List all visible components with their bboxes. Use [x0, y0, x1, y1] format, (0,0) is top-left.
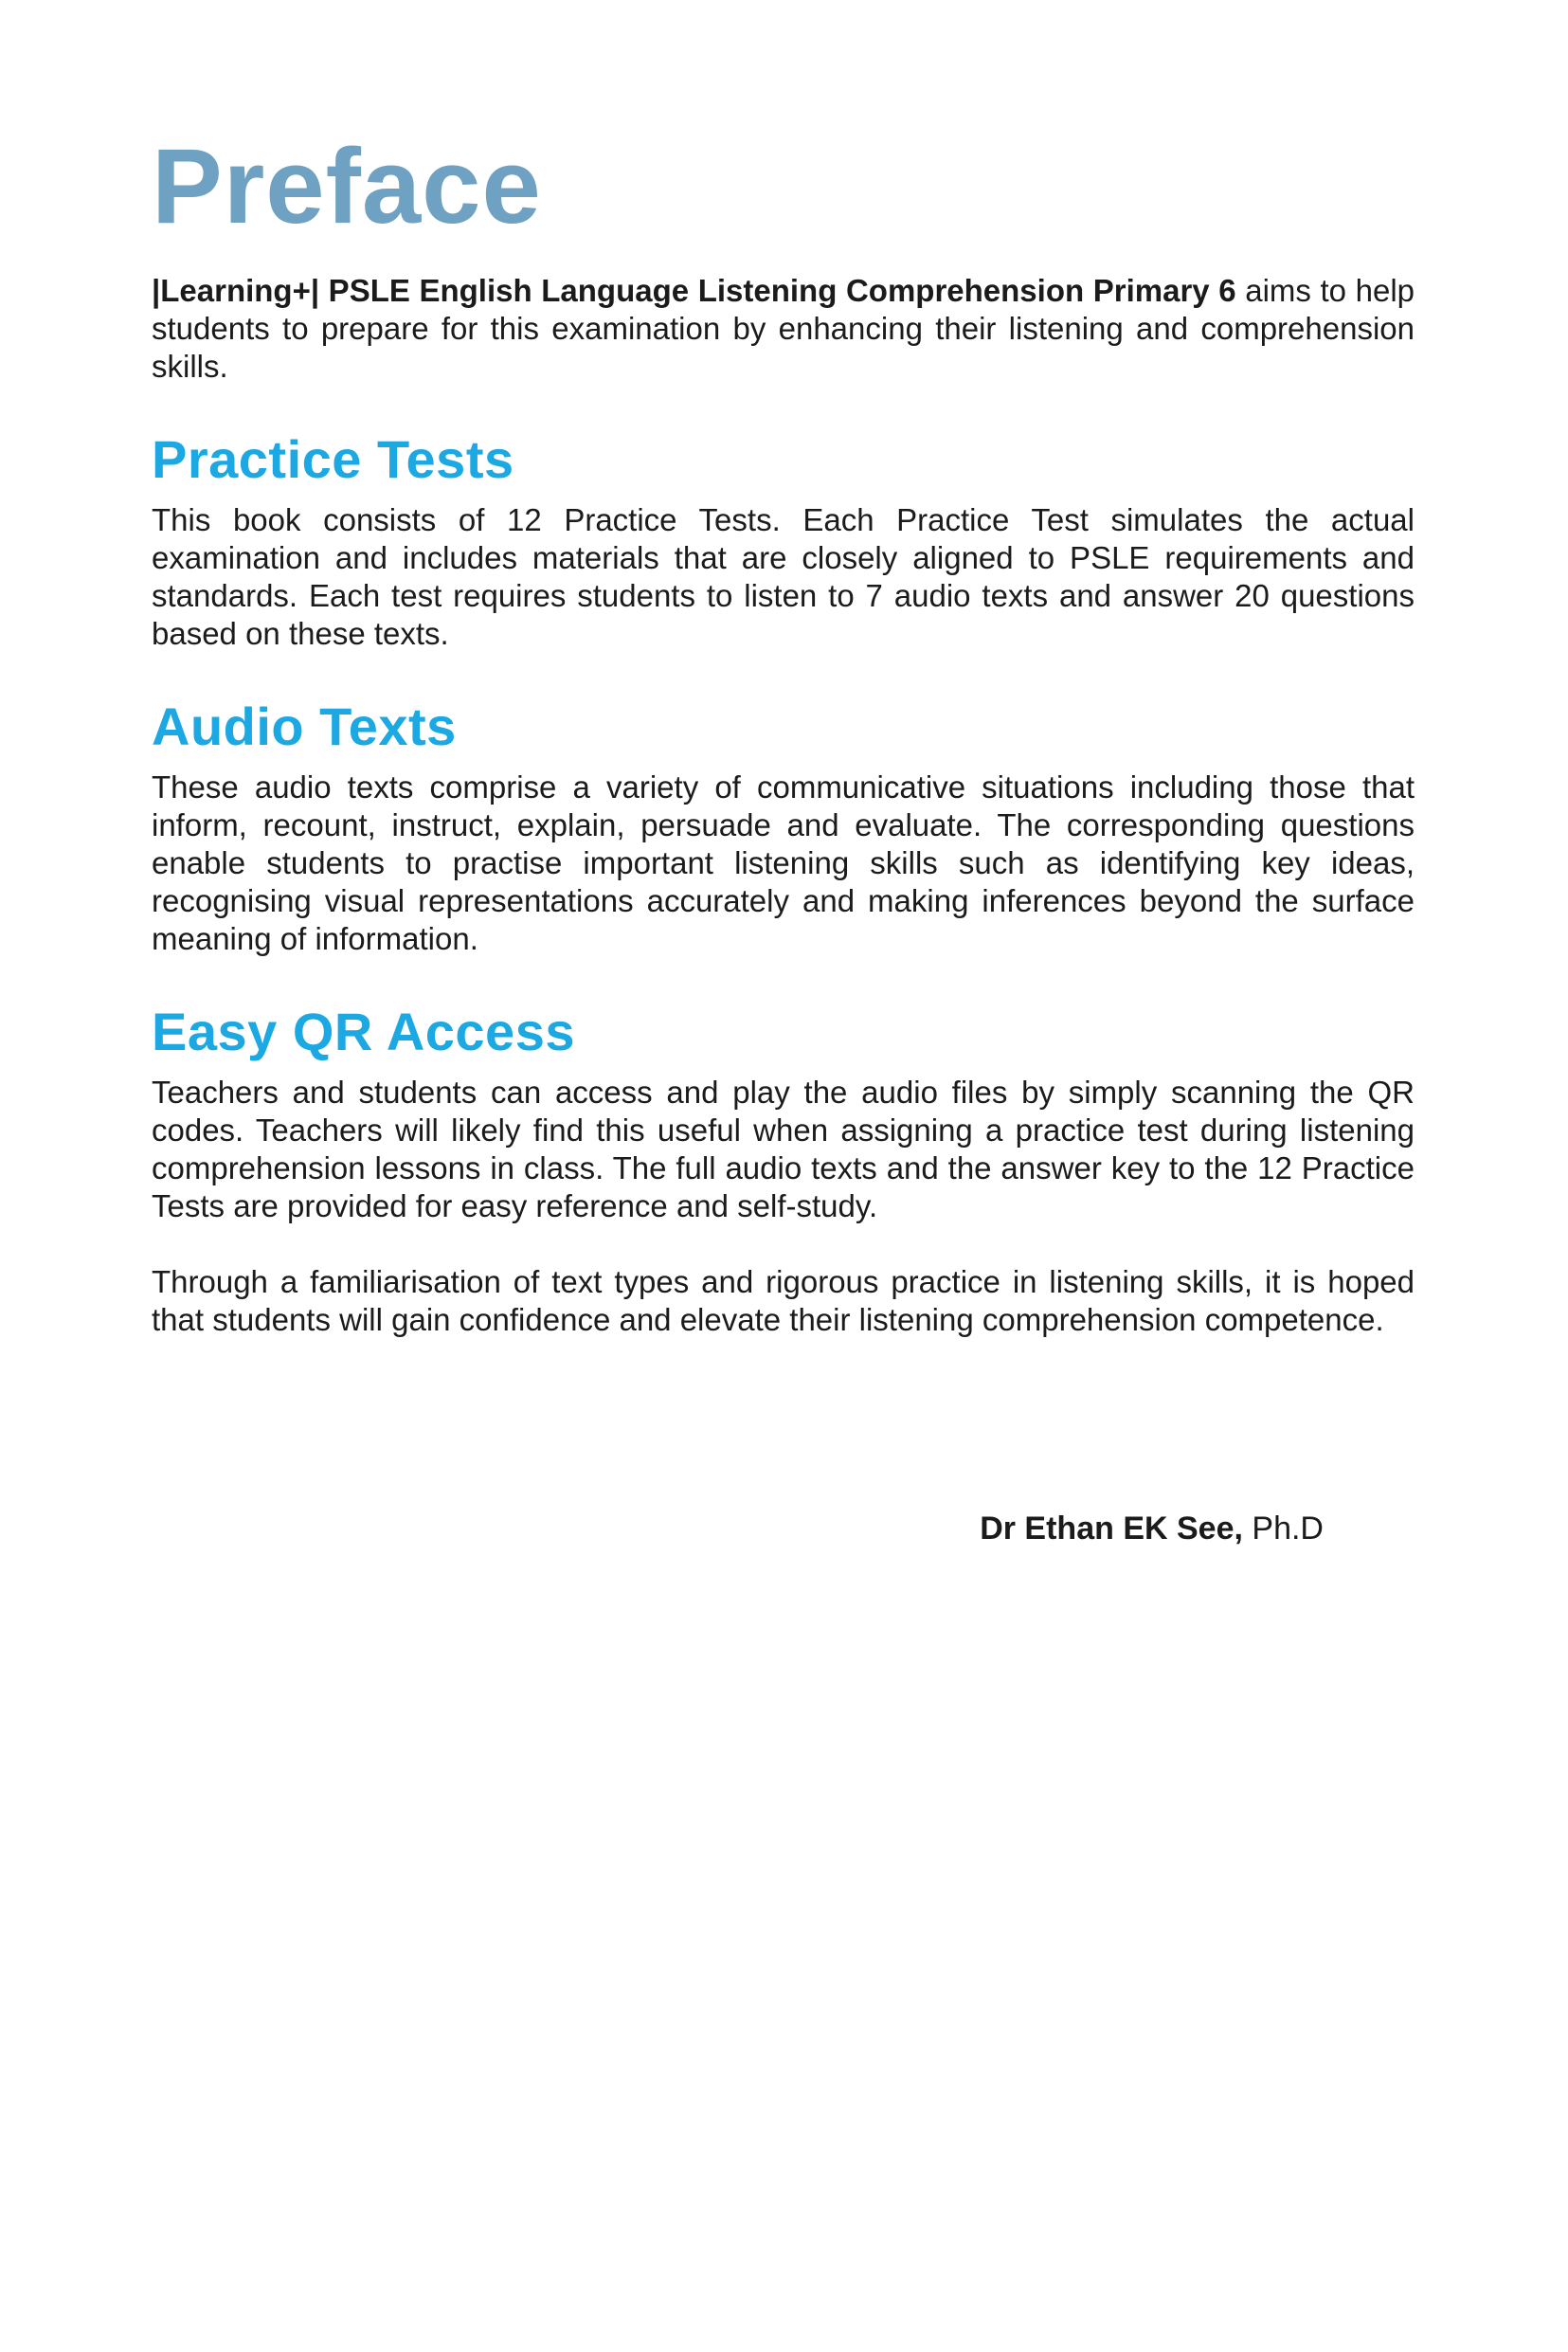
preface-page [0, 127, 1568, 2352]
intro-text: aims to help students to prepare for this examination by enhancing their listening and comprehension skills. [152, 273, 1415, 384]
closing-paragraph: Through a familiarisation of text types and rigorous practice in listening skills, it is hoped that students will gain confidence and elevate their listening comprehension competence. [152, 1264, 1415, 1337]
author-credential: Ph.D [1242, 1511, 1324, 1547]
section-heading-practice-tests: Practice Tests [152, 429, 514, 489]
section-body-practice-tests: This book consists of 12 Practice Tests. Each Practice Test simulates the actual examination and includes materials that are closely aligned to PSLE requirements and standards. Each test requires students to listen to 7 audio texts and answer 20 questions based on these texts. [152, 502, 1415, 651]
intro-paragraph [152, 272, 1415, 386]
section-heading-easy-qr-access: Easy QR Access [152, 1002, 575, 1061]
book-title-text: |Learning+| PSLE English Language Listening Comprehension Primary 6 [152, 273, 1236, 308]
author-name: Dr Ethan EK See, [980, 1511, 1243, 1547]
section-body-audio-texts: These audio texts comprise a variety of communicative situations including those that inform, recount, instruct, explain, persuade and evaluate. The corresponding questions enable students to practise important listening skills such as identifying key ideas, recognising visual representations accurately and making inferences beyond the surface meaning of information. [152, 769, 1415, 956]
section-heading-audio-texts: Audio Texts [152, 697, 457, 756]
page-title: Preface [152, 127, 542, 245]
author-signature [152, 1510, 1415, 1547]
section-body-easy-qr-access: Teachers and students can access and play the audio files by simply scanning the QR codes. Teachers will likely find this useful when assigning a practice test during listening comprehension lessons in class. The full audio texts and the answer key to the 12 Practice Tests are provided for easy reference and self-study. [152, 1075, 1415, 1223]
